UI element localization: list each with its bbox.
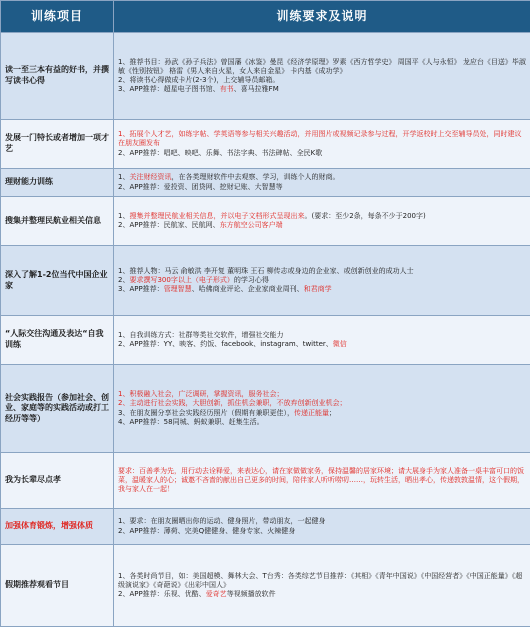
table-row: [1, 545, 530, 627]
detail-text: 1、推荐书目：孙武《孙子兵法》曾国藩《冰鉴》曼昆《经济学原理》罗素《西方哲学史》 周国平《人与永恒》 龙应台《目送》毕淑敏《性别按钮》 格雷《男人来自火星，女人来自金星》 卡内基《成功学》: [118, 58, 526, 75]
detail-line: [118, 467, 526, 495]
training-item-details: [114, 509, 530, 545]
training-item-details: [114, 246, 530, 316]
highlighted-text: 2、主动进行社会实践，大胆创新，抓住机会兼职，不放弃创新创业机会；: [118, 399, 346, 407]
training-item-name: 理财能力训练: [1, 169, 114, 197]
detail-text: 、喜马拉雅FM: [234, 85, 279, 93]
detail-line: [118, 340, 526, 349]
training-item-details: [114, 169, 530, 197]
highlighted-text: 1、拓展个人才艺，如练字帖、学英语等参与相关兴趣活动，并用图片或视频记录参与过程，开学返校时上交至辅导员处，同时建议在朋友圈发布: [118, 130, 521, 147]
training-item-details: [114, 197, 530, 246]
detail-text: ；: [329, 409, 336, 417]
training-item-name: 社会实践报告（参加社会、创业、家庭等的实践活动或打工经历等等）: [1, 365, 114, 453]
detail-text: 1、: [118, 173, 129, 181]
detail-text: 2、将读书心得做成卡片(2-3个)，上交辅导员邮箱。: [118, 76, 279, 84]
training-item-details: [114, 545, 530, 627]
training-item-details: [114, 120, 530, 169]
highlighted-text: 管理智慧: [164, 285, 192, 293]
detail-text: 1、自我训练方式：社群等类社交软件，增强社交能力: [118, 331, 283, 339]
detail-line: [118, 331, 526, 340]
highlighted-text: 要求撰写300字以上（电子形式）: [129, 276, 233, 284]
detail-text: 4、APP推荐：58同城、蚂蚁兼职、赶集生活。: [118, 418, 264, 426]
training-item-name: 加强体育锻炼，增强体质: [1, 509, 114, 545]
detail-line: [118, 58, 526, 76]
highlighted-text: 关注财经资讯: [129, 173, 171, 181]
detail-line: [118, 418, 526, 427]
detail-text: 1、推荐人物：马云 俞敏洪 李开复 董明珠 王石 柳传志或身边的企业家、或创新创业的成功人士: [118, 267, 414, 275]
detail-line: [118, 276, 526, 285]
table-body: [1, 33, 530, 627]
detail-text: 2、APP推荐：民航家、民航网、: [118, 221, 220, 229]
detail-text: 等视频播放软件: [227, 590, 276, 598]
detail-line: [118, 221, 526, 230]
training-item-name: “人际交往沟通及表达“自我训练: [1, 316, 114, 365]
training-item-details: [114, 453, 530, 509]
table-row: [1, 453, 530, 509]
detail-line: [118, 212, 526, 221]
training-item-name: 搜集并整理民航业相关信息: [1, 197, 114, 246]
detail-line: [118, 149, 526, 158]
detail-text: 1、要求：在朋友圈晒出你的运动、健身照片，带动朋友，一起健身: [118, 517, 325, 525]
highlighted-text: 传递正能量: [294, 409, 329, 417]
detail-text: 3、APP推荐：超星电子图书馆、: [118, 85, 220, 93]
header-training-item: 训练项目: [1, 1, 114, 33]
training-item-name: 发展一门特长或者增加一项才艺: [1, 120, 114, 169]
detail-text: 2、APP推荐：薄荷、完美Q健健身、健身专家、火辣健身: [118, 527, 295, 535]
training-item-name: 假期推荐观看节目: [1, 545, 114, 627]
detail-line: [118, 527, 526, 536]
detail-line: [118, 390, 526, 399]
table-row: [1, 33, 530, 120]
highlighted-text: 爱奇艺: [206, 590, 227, 598]
detail-text: 1、各类时尚节目，如：美国超模、舞林大会、T台秀：各类综艺节目推荐：《其相》《青年中国说》《中国经营者》《中国正能量》《超级演说家》《奇葩说》《出彩中国人》: [118, 572, 522, 589]
training-item-details: [114, 365, 530, 453]
training-item-details: [114, 33, 530, 120]
detail-line: [118, 76, 526, 85]
detail-text: 2、APP推荐：爱投资、团贷网、挖财记账、大智慧等: [118, 183, 283, 191]
detail-text: 的学习心得: [234, 276, 269, 284]
header-requirements: 训练要求及说明: [114, 1, 530, 33]
table-row: [1, 316, 530, 365]
detail-text: 2、: [118, 276, 129, 284]
detail-line: [118, 590, 526, 599]
detail-text: 2、APP推荐：唱吧、映吧、乐舞、书法字典、书法碑帖、全民K歌: [118, 149, 322, 157]
detail-text: 1、: [118, 212, 129, 220]
detail-text: 3、APP推荐：: [118, 285, 164, 293]
header-row: [1, 1, 530, 33]
training-item-name: 我为长辈尽点孝: [1, 453, 114, 509]
detail-line: [118, 517, 526, 526]
detail-text: 2、APP推荐：乐视、优酷、: [118, 590, 206, 598]
highlighted-text: 1、积极融入社会，广泛调研，掌握资讯，服务社会；: [118, 390, 283, 398]
detail-line: [118, 399, 526, 408]
highlighted-text: 和君商学: [304, 285, 332, 293]
detail-text: ，在各类理财软件中去观察、学习，训练个人的财商。: [171, 173, 339, 181]
highlighted-text: 有书: [220, 85, 234, 93]
detail-text: 3、在朋友圈分享社会实践经历照片（假期有兼职更佳），: [118, 409, 294, 417]
training-item-details: [114, 316, 530, 365]
detail-line: [118, 285, 526, 294]
table-row: [1, 169, 530, 197]
detail-line: [118, 183, 526, 192]
table-row: [1, 246, 530, 316]
training-item-name: 深入了解1-2位当代中国企业家: [1, 246, 114, 316]
highlighted-text: 东方航空公司客户端: [220, 221, 283, 229]
detail-line: [118, 409, 526, 418]
table-row: [1, 120, 530, 169]
table-row: [1, 365, 530, 453]
detail-line: [118, 85, 526, 94]
highlighted-text: 微信: [333, 340, 347, 348]
highlighted-text: 要求：百善孝为先，用行动去诠释爱，来表达心，请在家做做家务，保持温馨的居家环境；请大展身手为家人准备一桌丰富可口的饭菜，温暖家人的心；诚邀不吝啬的献出自己更多的时间，陪伴家人听听唠叨……，玩转生活，晒出孝心，传递敦敦温情，这个假期，我与家人在一起！: [118, 467, 524, 493]
table-row: [1, 509, 530, 545]
detail-text: 、哈佛商业评论、企业家商业周刊、: [192, 285, 304, 293]
detail-line: [118, 267, 526, 276]
table-row: [1, 197, 530, 246]
detail-line: [118, 572, 526, 590]
detail-line: [118, 173, 526, 182]
training-item-name: 读一至三本有益的好书，并撰写读书心得: [1, 33, 114, 120]
detail-line: [118, 130, 526, 148]
detail-text: 。(要求：至少2条，每条不少于200字): [304, 212, 425, 220]
highlighted-text: 搜集并整理民航业相关信息，并以电子文档形式呈现出来: [129, 212, 304, 220]
detail-text: 2、APP推荐：YY、映客、约饭、facebook、instagram、twitter、: [118, 340, 333, 348]
